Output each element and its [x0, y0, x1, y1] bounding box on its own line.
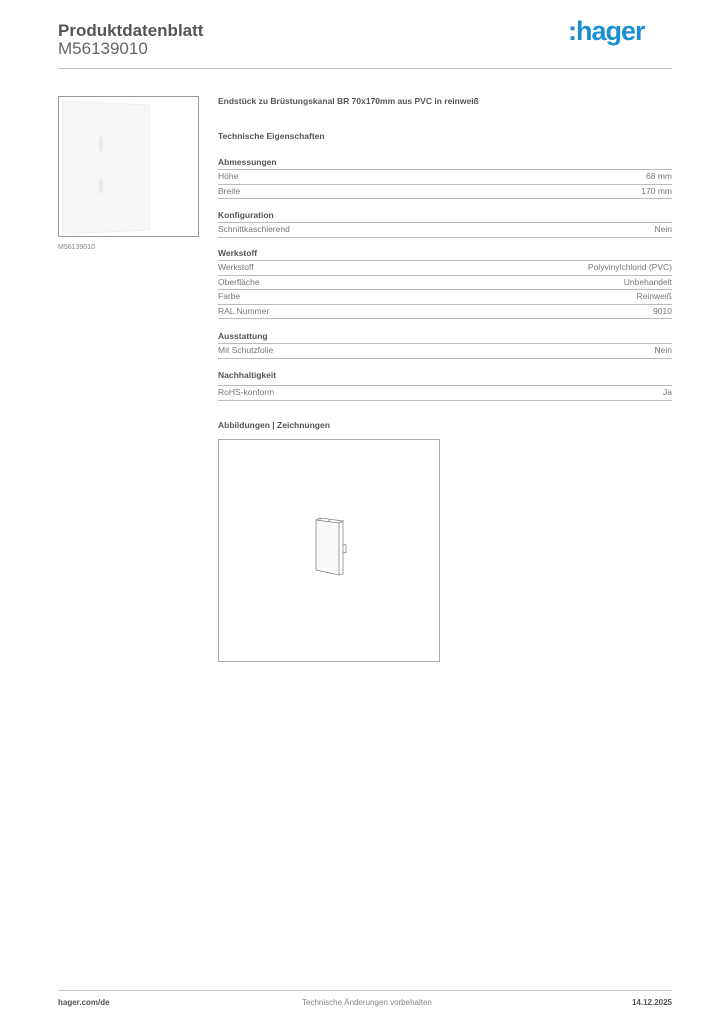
row-label: RoHS-konform — [218, 387, 275, 397]
group-title: Abmessungen — [218, 155, 672, 170]
page-title: Produktdatenblatt — [58, 21, 204, 40]
group-title: Ausstattung — [218, 329, 672, 344]
tech-heading: Technische Eigenschaften — [218, 131, 325, 141]
row-value: Nein — [654, 345, 672, 355]
row-label: Schnittkaschierend — [218, 224, 290, 234]
row-value: Unbehandelt — [623, 276, 672, 287]
footer-note: Technische Änderungen vorbehalten — [302, 998, 432, 1007]
row-value: Polyvinylchlorid (PVC) — [587, 262, 672, 272]
footer-date: 14.12.2025 — [631, 998, 672, 1007]
group-konfiguration — [218, 208, 672, 238]
row-value: Nein — [654, 224, 672, 234]
table-row — [218, 305, 672, 320]
table-row — [218, 386, 672, 401]
row-label: Farbe — [218, 291, 241, 301]
row-label: Werkstoff — [218, 262, 254, 272]
row-value: 68 mm — [646, 171, 672, 181]
group-abmessungen — [218, 155, 672, 199]
table-row — [218, 290, 672, 305]
table-row — [218, 170, 672, 185]
drawings-heading: Abbildungen | Zeichnungen — [218, 420, 330, 430]
row-label: RAL Nummer — [218, 305, 270, 316]
product-description: Endstück zu Brüstungskanal BR 70x170mm aus PVC in reinweiß — [218, 96, 479, 106]
table-row — [218, 223, 672, 238]
group-title: Konfiguration — [218, 208, 672, 223]
group-ausstattung — [218, 329, 672, 359]
row-value: 170 mm — [641, 185, 672, 196]
group-werkstoff — [218, 246, 672, 319]
row-label: Mit Schutzfolie — [218, 345, 274, 355]
footer-website-link[interactable]: hager.com/de — [58, 998, 110, 1007]
table-row — [218, 185, 672, 200]
product-image — [58, 96, 199, 237]
product-image-caption: M56139010 — [58, 244, 95, 251]
table-row — [218, 261, 672, 276]
row-label: Höhe — [218, 171, 239, 181]
group-nachhaltigkeit — [218, 368, 672, 401]
row-value: Reinweiß — [636, 291, 672, 301]
table-row — [218, 344, 672, 359]
row-label: Breite — [218, 185, 241, 196]
table-row — [218, 276, 672, 291]
group-title: Werkstoff — [218, 246, 672, 261]
product-drawing — [218, 439, 440, 662]
row-value: 9010 — [653, 305, 672, 316]
row-label: Oberfläche — [218, 276, 260, 287]
hager-logo: :hager — [568, 16, 645, 46]
header-divider — [58, 68, 672, 69]
row-value: Ja — [663, 387, 672, 397]
product-code: M56139010 — [58, 39, 148, 58]
group-title: Nachhaltigkeit — [218, 368, 672, 386]
footer-divider — [58, 990, 672, 991]
